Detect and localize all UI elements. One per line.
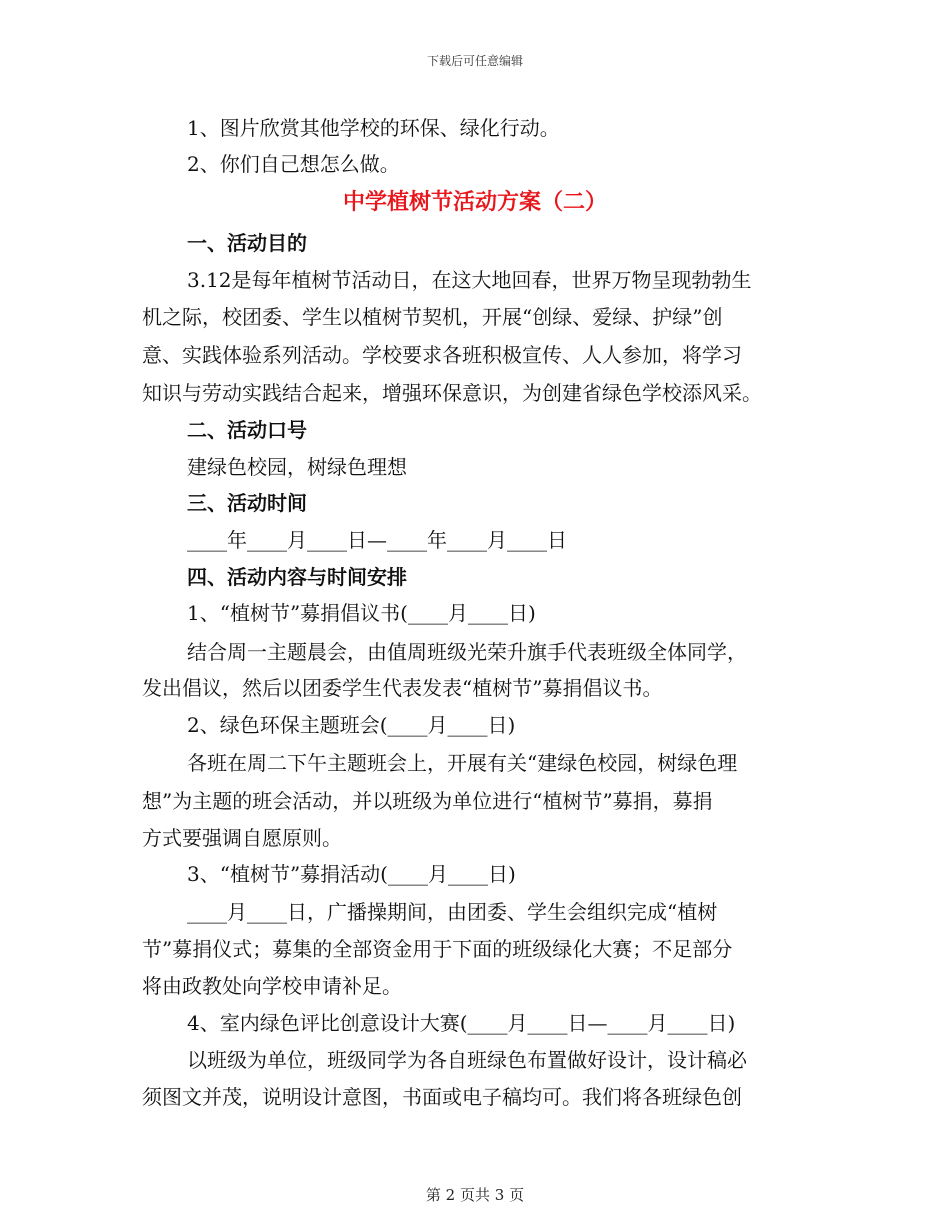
paragraph-line: 意、实践体验系列活动。学校要求各班积极宣传、人人参加，将学习 xyxy=(142,343,742,367)
section-heading-slogan: 二、活动口号 xyxy=(187,418,307,442)
page-number-footer: 第 2 页共 3 页 xyxy=(425,1186,525,1204)
intro-item-2: 2、你们自己想怎么做。 xyxy=(187,152,400,176)
paragraph-line: 3.12是每年植树节活动日，在这大地回春，世界万物呈现勃勃生 xyxy=(187,268,752,292)
page-header: 下载后可任意编辑 xyxy=(426,54,523,68)
paragraph-line: 发出倡议，然后以团委学生代表发表“植树节”募捐倡议书。 xyxy=(142,676,663,700)
paragraph-line: 须图文并茂，说明设计意图，书面或电子稿均可。我们将各班绿色创 xyxy=(142,1085,742,1109)
activity-4-title: 4、室内绿色评比创意设计大赛(____月____日—____月____日) xyxy=(187,1011,736,1035)
intro-item-1: 1、图片欣赏其他学校的环保、绿化行动。 xyxy=(187,116,560,140)
paragraph-line: ____月____日，广播操期间，由团委、学生会组织完成“植树 xyxy=(187,900,718,924)
paragraph-line: 结合周一主题晨会，由值周班级光荣升旗手代表班级全体同学， xyxy=(187,640,747,664)
paragraph-line: 以班级为单位，班级同学为各自班绿色布置做好设计，设计稿必 xyxy=(187,1048,747,1072)
activity-2-title: 2、绿色环保主题班会(____月____日) xyxy=(187,713,516,737)
section-heading-purpose: 一、活动目的 xyxy=(187,231,307,255)
paragraph-line: 各班在周二下午主题班会上，开展有关“建绿色校园，树绿色理 xyxy=(187,751,738,775)
activity-date-range: ____年____月____日—____年____月____日 xyxy=(187,528,567,552)
document-title: 中学植树节活动方案（二） xyxy=(342,189,607,215)
section-heading-time: 三、活动时间 xyxy=(187,491,307,515)
paragraph-line: 方式要强调自愿原则。 xyxy=(142,826,342,850)
paragraph-line: 机之际，校团委、学生以植树节契机，开展“创绿、爱绿、护绿”创 xyxy=(142,305,723,329)
paragraph-line: 将由政教处向学校申请补足。 xyxy=(142,974,402,998)
paragraph-line: 想”为主题的班会活动，并以班级为单位进行“植树节”募捐，募捐 xyxy=(142,789,713,813)
activity-1-title: 1、“植树节”募捐倡议书(____月____日) xyxy=(187,601,536,625)
slogan-text: 建绿色校园，树绿色理想 xyxy=(187,455,407,479)
paragraph-line: 知识与劳动实践结合起来，增强环保意识，为创建省绿色学校添风采。 xyxy=(142,381,762,405)
section-heading-content: 四、活动内容与时间安排 xyxy=(187,565,407,589)
activity-3-title: 3、“植树节”募捐活动(____月____日) xyxy=(187,862,516,886)
paragraph-line: 节”募捐仪式；募集的全部资金用于下面的班级绿化大赛；不足部分 xyxy=(142,937,733,961)
